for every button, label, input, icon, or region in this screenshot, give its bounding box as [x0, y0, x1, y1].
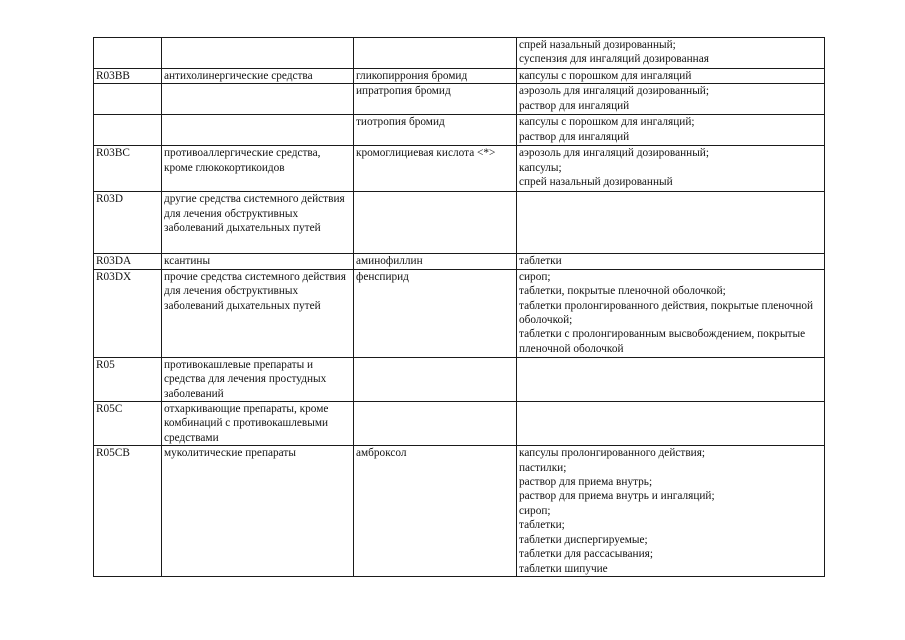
dosage-form: спрей назальный дозированный — [519, 176, 673, 189]
dosage-form: таблетки шипучие — [519, 562, 608, 575]
dosage-forms-cell — [517, 192, 825, 254]
dosage-form: аэрозоль для ингаляций дозированный; — [519, 147, 709, 160]
pharmacological-group-cell — [162, 84, 354, 115]
atc-code-cell — [94, 38, 162, 69]
pharmacological-group-cell — [162, 402, 354, 446]
table-row — [94, 254, 825, 269]
drug-name-cell — [354, 146, 517, 192]
dosage-form: таблетки для рассасывания; — [519, 548, 653, 561]
dosage-form: раствор для приема внутрь и ингаляций; — [519, 490, 715, 503]
atc-code: R03BB — [96, 70, 130, 82]
atc-code-cell — [94, 84, 162, 115]
drug-name-cell — [354, 254, 517, 269]
drug-name: гликопиррония бромид — [356, 70, 468, 82]
dosage-forms-cell — [517, 402, 825, 446]
dosage-form: таблетки; — [519, 519, 565, 532]
dosage-forms-cell — [517, 115, 825, 146]
dosage-form: раствор для приема внутрь; — [519, 476, 653, 489]
atc-code: R03DA — [96, 255, 132, 268]
pharmacological-group: ксантины — [164, 255, 211, 268]
pharmacological-group-cell — [162, 69, 354, 84]
pharmacological-group: антихолинергические средства — [164, 70, 313, 82]
pharmacological-group: другие средства системного действия для лечения обструктивных заболеваний дыхательных путей — [164, 193, 345, 235]
drug-name: кромоглициевая кислота <*> — [356, 147, 496, 160]
dosage-form: таблетки пролонгированного действия, покрытые пленочной оболочкой; — [519, 299, 814, 327]
dosage-form: капсулы с порошком для ингаляций — [519, 70, 692, 82]
dosage-form: капсулы с порошком для ингаляций; — [519, 116, 695, 129]
dosage-form: раствор для ингаляций — [519, 99, 630, 112]
atc-code: R05 — [96, 358, 115, 371]
atc-code-cell — [94, 192, 162, 254]
dosage-form: таблетки с пролонгированным высвобождением, покрытые пленочной оболочкой — [519, 328, 806, 355]
drug-name: фенспирид — [356, 270, 409, 283]
table-row — [94, 402, 825, 446]
drug-name-cell — [354, 357, 517, 401]
pharmacological-group-cell — [162, 192, 354, 254]
dosage-form: сироп; — [519, 270, 551, 283]
drug-name-cell — [354, 38, 517, 69]
dosage-forms-cell — [517, 446, 825, 577]
atc-code-cell — [94, 254, 162, 269]
atc-code-cell — [94, 115, 162, 146]
pharmacological-group: муколитические препараты — [164, 447, 296, 460]
dosage-forms-cell — [517, 254, 825, 269]
drug-name: аминофиллин — [356, 255, 423, 268]
table-row — [94, 357, 825, 401]
pharmacological-group: противоаллергические средства, кроме глюкокортикоидов — [164, 147, 321, 174]
pharmacological-group: прочие средства системного действия для лечения обструктивных заболеваний дыхательных путей — [164, 270, 346, 312]
table-row — [94, 38, 825, 69]
drug-name-cell — [354, 84, 517, 115]
drug-name: тиотропия бромид — [356, 116, 445, 129]
drug-name: амброксол — [356, 447, 407, 460]
dosage-forms-cell — [517, 269, 825, 357]
atc-code-cell — [94, 146, 162, 192]
drug-name: ипратропия бромид — [356, 85, 451, 98]
dosage-form: спрей назальный дозированный; — [519, 39, 676, 51]
table-row — [94, 146, 825, 192]
drug-name-cell — [354, 69, 517, 84]
dosage-form: капсулы; — [519, 161, 562, 174]
drug-name-cell — [354, 269, 517, 357]
atc-code-cell — [94, 69, 162, 84]
dosage-forms-cell — [517, 357, 825, 401]
pharmacological-group-cell — [162, 446, 354, 577]
drug-name-cell — [354, 402, 517, 446]
pharmacological-group: противокашлевые препараты и средства для лечения простудных заболеваний — [164, 358, 327, 400]
dosage-forms-cell — [517, 84, 825, 115]
table-row — [94, 446, 825, 577]
table-body — [94, 38, 825, 577]
dosage-forms-cell — [517, 146, 825, 192]
atc-code: R03BC — [96, 147, 130, 160]
dosage-form: суспензия для ингаляций дозированная — [519, 53, 709, 66]
table-row — [94, 69, 825, 84]
pharmacological-group-cell — [162, 146, 354, 192]
dosage-form: аэрозоль для ингаляций дозированный; — [519, 85, 709, 98]
drug-name-cell — [354, 446, 517, 577]
table-row — [94, 269, 825, 357]
dosage-form: таблетки — [519, 255, 562, 268]
pharmacological-group-cell — [162, 269, 354, 357]
pharmacological-group-cell — [162, 357, 354, 401]
dosage-forms-cell — [517, 38, 825, 69]
atc-code: R03D — [96, 193, 123, 206]
dosage-form: таблетки диспергируемые; — [519, 533, 648, 546]
table-row — [94, 192, 825, 254]
table-row — [94, 115, 825, 146]
table-row — [94, 84, 825, 115]
drug-name-cell — [354, 192, 517, 254]
drug-name-cell — [354, 115, 517, 146]
drug-classification-table — [93, 37, 825, 577]
dosage-form: пастилки; — [519, 461, 567, 474]
dosage-form: сироп; — [519, 504, 551, 517]
dosage-forms-cell — [517, 69, 825, 84]
dosage-form: капсулы пролонгированного действия; — [519, 447, 706, 460]
atc-code-cell — [94, 446, 162, 577]
pharmacological-group-cell — [162, 38, 354, 69]
dosage-form: таблетки, покрытые пленочной оболочкой; — [519, 285, 726, 298]
atc-code-cell — [94, 357, 162, 401]
atc-code: R05CB — [96, 447, 130, 460]
pharmacological-group-cell — [162, 115, 354, 146]
pharmacological-group-cell — [162, 254, 354, 269]
atc-code-cell — [94, 402, 162, 446]
atc-code-cell — [94, 269, 162, 357]
atc-code: R05C — [96, 403, 123, 416]
atc-code: R03DX — [96, 270, 132, 283]
dosage-form: раствор для ингаляций — [519, 130, 630, 143]
pharmacological-group: отхаркивающие препараты, кроме комбинаций с противокашлевыми средствами — [164, 403, 329, 444]
